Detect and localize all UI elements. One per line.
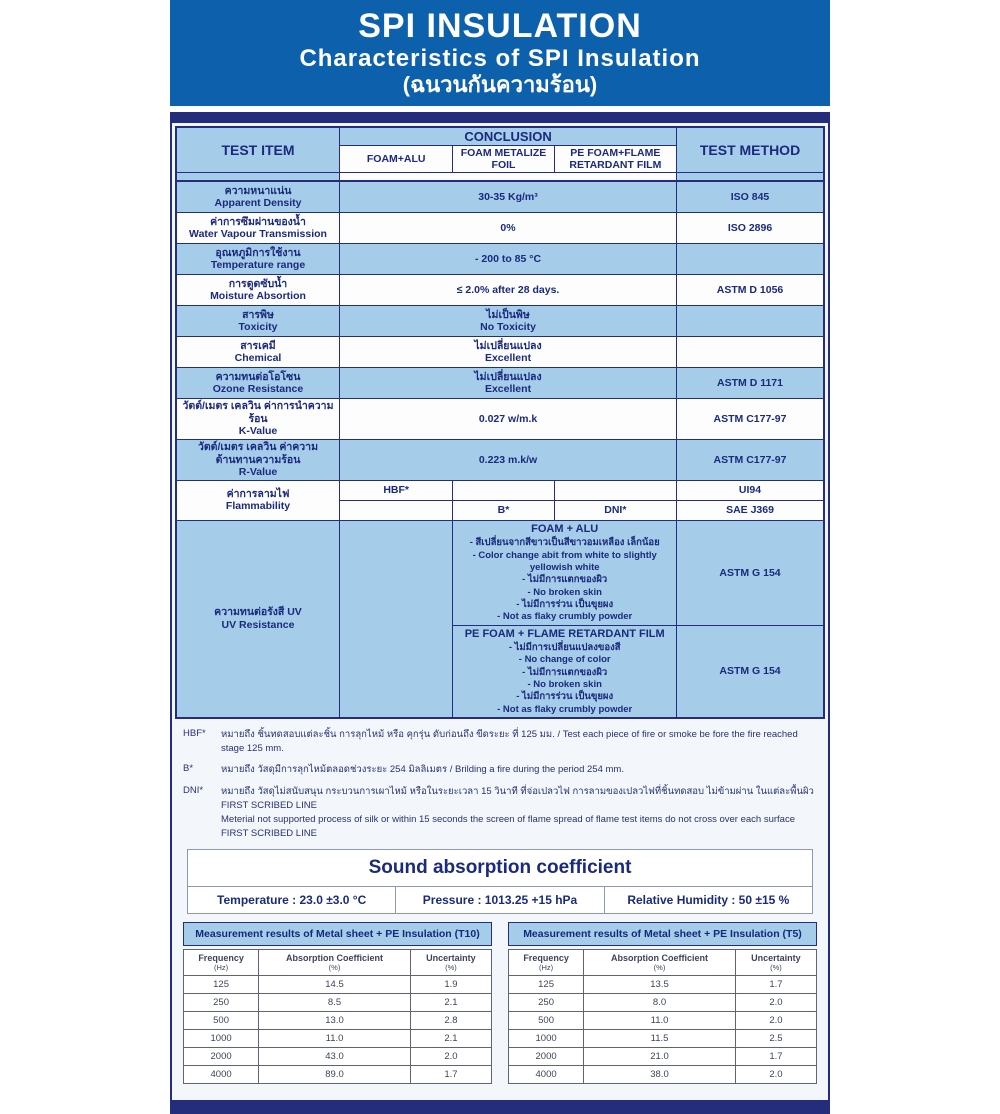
table-row: 500 11.0 2.0 [509, 1012, 817, 1030]
footnote-b: B* หมายถึง วัสดุมีการลุกไหม้ตลอดช่วงระยะ 254 มิลลิเมตร / Brilding a fire during the period 254 mm. [183, 763, 624, 776]
sound-section-title: Sound absorption coefficient [188, 849, 813, 886]
t5-col-frequency: Frequency (Hz) [509, 949, 584, 976]
condition-humidity: Relative Humidity : 50 ±15 % [604, 886, 812, 913]
table-row: 1000 11.0 2.1 [184, 1030, 492, 1048]
uv-method-2: ASTM G 154 [677, 625, 824, 718]
footnote-hbf: HBF* หมายถึง ชิ้นทดสอบแต่ละชิ้น การลุกไหม้ หรือ คุกรุ่น ดับก่อนถึง ขีดระยะ ที่ 125 มม. / Test each piece of fire or smoke be fore the fire reached stage 125 mm. [183, 727, 798, 755]
table-row: 500 13.0 2.8 [184, 1012, 492, 1030]
t5-col-uncertainty: Uncertainty (%) [735, 949, 816, 976]
t10-col-frequency: Frequency (Hz) [184, 949, 259, 976]
flammability-method-2: SAE J369 [677, 500, 824, 520]
col-header-test-method: TEST METHOD [677, 127, 824, 173]
table-row: 125 13.5 1.7 [509, 976, 817, 994]
table-row: 1000 11.5 2.5 [509, 1030, 817, 1048]
page-subtitle: Characteristics of SPI Insulation [299, 45, 701, 73]
sound-absorption-section [187, 849, 813, 914]
spec-sheet-page [170, 0, 830, 1114]
flammability-method-1: UI94 [677, 480, 824, 500]
document-body [170, 112, 830, 1114]
col-header-test-item: TEST ITEM [176, 127, 340, 173]
row-k-value: วัตต์/เมตร เคลวิน ค่าการนำความร้อน K-Value 0.027 w/m.k ASTM C177-97 [176, 399, 824, 440]
row-r-value: วัตต์/เมตร เคลวิน ค่าความต้านทานความร้อน R-Value 0.223 m.k/w ASTM C177-97 [176, 440, 824, 481]
measurement-table-t5 [508, 922, 817, 1085]
measurement-tables [183, 922, 817, 1085]
row-temperature-range: อุณหภูมิการใช้งาน Temperature range - 200 to 85 °C [176, 244, 824, 275]
header-banner [170, 0, 830, 106]
table-row: 250 8.5 2.1 [184, 994, 492, 1012]
table-row: 125 14.5 1.9 [184, 976, 492, 994]
page-title: SPI INSULATION [358, 7, 642, 45]
col-header-conclusion: CONCLUSION [340, 127, 677, 146]
sound-conditions-table [187, 849, 813, 914]
row-ozone-resistance: ความทนต่อโอโซน Ozone Resistance ไม่เปลี่ยนแปลง Excellent ASTM D 1171 [176, 368, 824, 399]
header-spacer-row [176, 173, 824, 182]
flammability-pe-foam: DNI* [554, 500, 676, 520]
row-water-vapour: ค่าการซึมผ่านของน้ำ Water Vapour Transmission 0% ISO 2896 [176, 213, 824, 244]
table-row: 4000 89.0 1.7 [184, 1066, 492, 1084]
table-row: 250 8.0 2.0 [509, 994, 817, 1012]
row-apparent-density: ความหนาแน่น Apparent Density 30-35 Kg/m³ ISO 845 [176, 181, 824, 213]
row-flammability-1: ค่าการลามไฟ Flammability HBF* UI94 [176, 480, 824, 500]
characteristics-table [175, 126, 825, 719]
row-moisture-absorption: การดูดซับน้ำ Moisture Absortion ≤ 2.0% after 28 days. ASTM D 1056 [176, 275, 824, 306]
footnotes [183, 728, 817, 842]
flammability-foam-metalize: B* [453, 500, 554, 520]
table-row: 2000 43.0 2.0 [184, 1048, 492, 1066]
subcol-foam-metalize-foil: FOAM METALIZE FOIL [453, 146, 554, 173]
page-subtitle-thai: (ฉนวนกันความร้อน) [402, 71, 598, 97]
row-toxicity: สารพิษ Toxicity ไม่เป็นพิษ No Toxicity [176, 306, 824, 337]
subcol-pe-foam-flame: PE FOAM+FLAME RETARDANT FILM [554, 146, 676, 173]
t5-title: Measurement results of Metal sheet + PE Insulation (T5) [508, 922, 817, 946]
row-chemical: สารเคมี Chemical ไม่เปลี่ยนแปลง Excellent [176, 337, 824, 368]
row-uv-resistance-1: ความทนต่อรังสี UV UV Resistance FOAM + ALU - สีเปลี่ยนจากสีขาวเป็นสีขาวอมเหลือง เล็กน้อย - Color change abit from white to slightly yellowish white - ไม่มีการแตกของผิว - No broken skin - ไม่มีการร่วน เป็นขุยผง - Not as flaky crumbly powder ASTM G 154 [176, 520, 824, 625]
table-header-row [176, 127, 824, 146]
uv-section-foam-alu: FOAM + ALU - สีเปลี่ยนจากสีขาวเป็นสีขาวอมเหลือง เล็กน้อย - Color change abit from white to slightly yellowish white - ไม่มีการแตกของผิว - No broken skin - ไม่มีการร่วน เป็นขุยผง - Not as flaky crumbly powder [453, 520, 677, 625]
uv-section-pe-foam: PE FOAM + FLAME RETARDANT FILM - ไม่มีการเปลี่ยนแปลงของสี - No change of color - ไม่มีการแตกของผิว - No broken skin - ไม่มีการร่วน เป็นขุยผง - Not as flaky crumbly powder [453, 625, 677, 718]
uv-method-1: ASTM G 154 [677, 520, 824, 625]
t5-col-absorption: Absorption Coefficient (%) [584, 949, 736, 976]
condition-temperature: Temperature : 23.0 ±3.0 °C [188, 886, 396, 913]
table-row: 2000 21.0 1.7 [509, 1048, 817, 1066]
table-row: 4000 38.0 2.0 [509, 1066, 817, 1084]
t10-col-uncertainty: Uncertainty (%) [410, 949, 491, 976]
condition-pressure: Pressure : 1013.25 +15 hPa [396, 886, 604, 913]
measurement-table-t10 [183, 922, 492, 1085]
t10-col-absorption: Absorption Coefficient (%) [259, 949, 411, 976]
t10-title: Measurement results of Metal sheet + PE Insulation (T10) [183, 922, 492, 946]
flammability-foam-alu: HBF* [340, 480, 453, 500]
footnote-dni: DNI* หมายถึง วัสดุไม่สนับสนุน กระบวนการเผาไหม้ หรือในระยะเวลา 15 วินาที ที่จ่อเปลวไฟ การลามของเปลวไฟที่ชิ้นทดสอบ ไม่ข้ามผ่าน ในแต่ละพื้นผิว FIRST SCRIBED LINE Meterial not supported process of silk or within 15 seconds the screen of flame spread of flame test items do not cross over each surface FIRST SCRIBED LINE [183, 784, 814, 840]
subcol-foam-alu: FOAM+ALU [340, 146, 453, 173]
